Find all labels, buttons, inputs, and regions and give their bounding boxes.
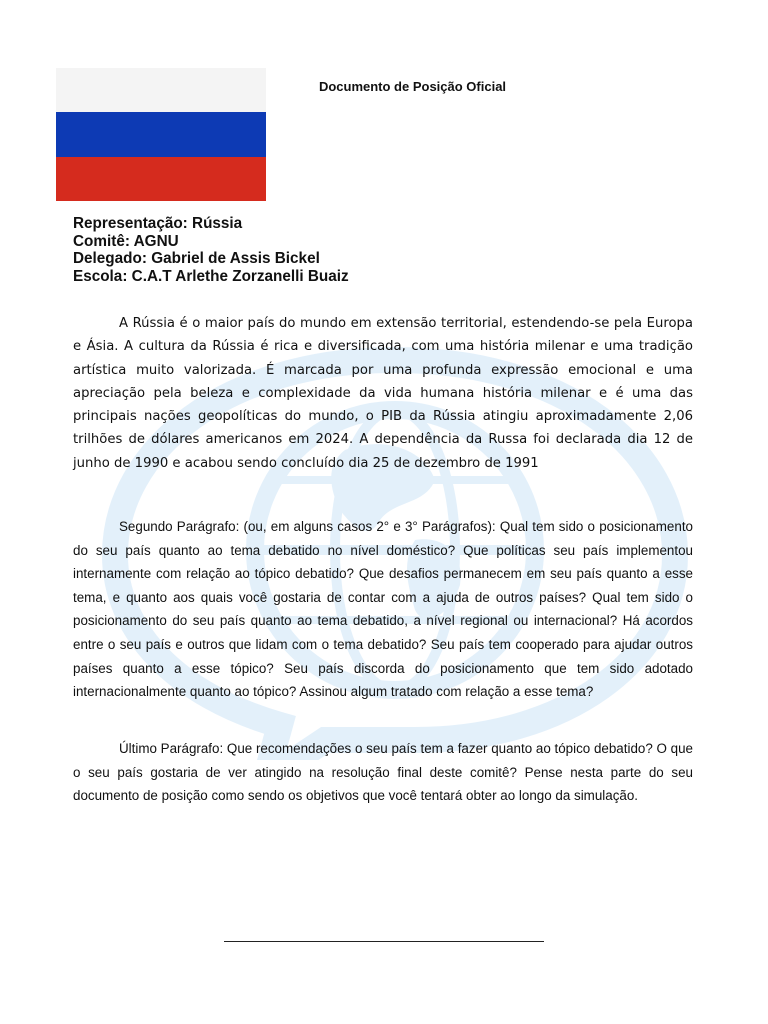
- paragraph-intro: A Rússia é o maior país do mundo em extensão territorial, estendendo-se pela Europa e Ásia. A cultura da Rússia é rica e diversificada, com uma história milenar e uma tradição artística muito valorizada. É marcada por uma profunda expressão emocional e uma apreciação pela beleza e complexidade da vida humana história milenar e é uma das principais nações geopolíticas do mundo, o PIB da Rússia atingiu aproximadamente 2,06 trilhões de dólares americanos em 2024. A dependência da Russa foi declarada dia 12 de junho de 1990 e acabou sendo concluído dia 25 de dezembro de 1991: [73, 316, 693, 471]
- school-line: Escola: C.A.T Arlethe Zorzanelli Buaiz: [73, 267, 349, 285]
- paragraph-second: Segundo Parágrafo: (ou, em alguns casos 2° e 3° Parágrafos): Qual tem sido o posicionamento do seu país quanto ao tema debatido no nível doméstico? Que políticas seu país implementou internamente com relação ao tópico debatido? Que desafios permanecem em seu país quanto a esse tema, e quanto aos quais você gostaria de contar com a ajuda de outros países? Qual tem sido o posicionamento do seu país quanto ao tema debatido, a nível regional ou internacional? Há acordos entre o seu país e outros que lidam com o tema debatido? Seu país tem cooperado para ajudar outros países quanto a esse tópico? Seu país discorda do posicionamento que tem sido adotado internacionalmente quanto ao tópico? Assinou algum tratado com relação a esse tema?: [73, 519, 693, 700]
- flag-stripe-blue: [56, 112, 266, 156]
- committee-line: Comitê: AGNU: [73, 232, 179, 250]
- flag-stripe-white: [56, 68, 266, 112]
- delegate-line: Delegado: Gabriel de Assis Bickel: [73, 250, 320, 268]
- signature-line: [224, 941, 544, 942]
- document-title: Documento de Posição Oficial: [318, 79, 507, 94]
- representation-line: Representação: Rússia: [73, 215, 243, 232]
- paragraph-last: Último Parágrafo: Que recomendações o seu país tem a fazer quanto ao tópico debatido? O que o seu país gostaria de ver atingido na resolução final deste comitê? Pense nesta parte do seu documento de posição como sendo os objetivos que você tentará obter ao longo da simulação.: [73, 741, 693, 804]
- flag-stripe-red: [56, 157, 266, 201]
- header-block: [73, 215, 349, 285]
- russia-flag: [56, 68, 266, 201]
